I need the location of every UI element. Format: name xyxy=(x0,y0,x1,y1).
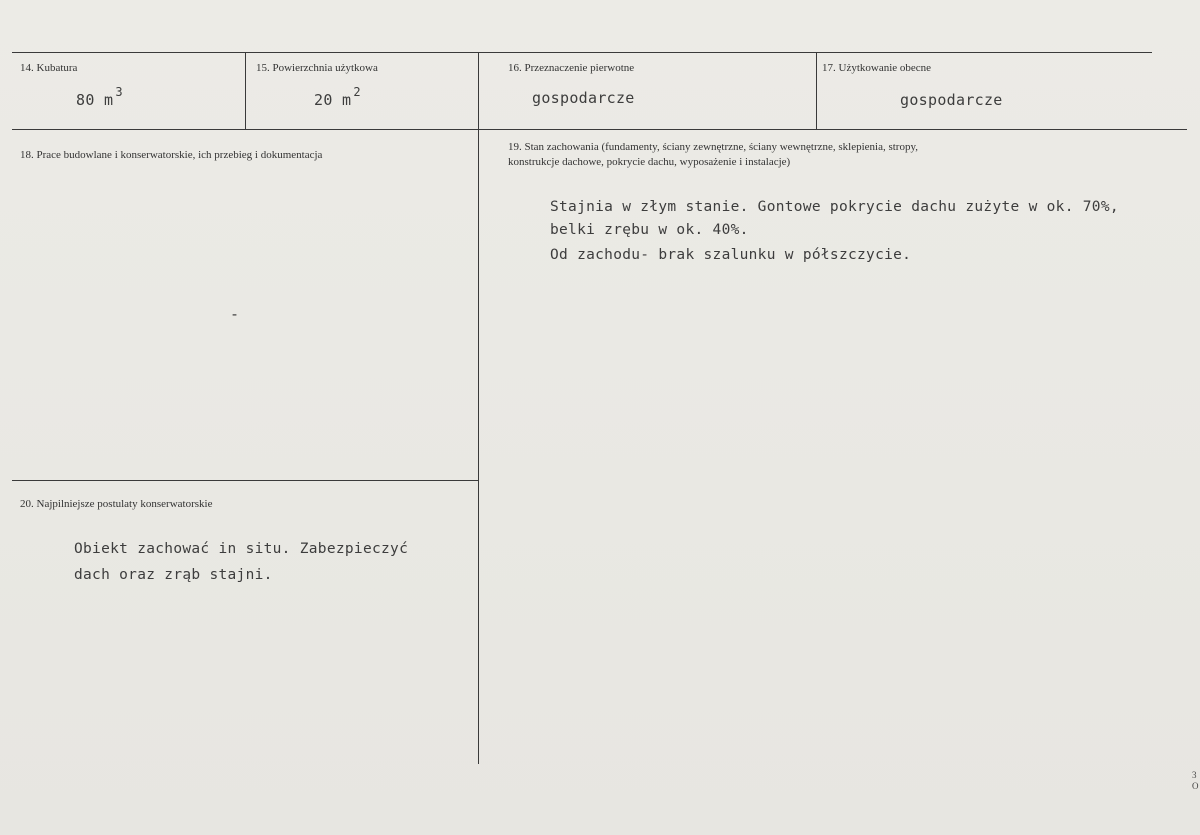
field-18-value: - xyxy=(230,305,240,323)
divider-16-17 xyxy=(816,52,817,129)
field-19-label-line2: konstrukcje dachowe, pokrycie dachu, wyposażenie i instalacje) xyxy=(508,156,791,168)
field-14-value xyxy=(76,85,123,109)
field-19-text-line: Od zachodu- brak szalunku w półszczycie. xyxy=(550,247,912,263)
field-20-text-line: dach oraz zrąb stajni. xyxy=(74,567,273,583)
edge-mark: O xyxy=(1192,781,1199,791)
field-19-text-line: Stajnia w złym stanie. Gontowe pokrycie dachu zużyte w ok. 70%, xyxy=(550,199,1119,215)
field-16-value: gospodarcze xyxy=(532,89,635,107)
edge-mark: 3 xyxy=(1192,770,1197,780)
field-19-label-line1: 19. Stan zachowania (fundamenty, ściany zewnętrzne, ściany wewnętrzne, sklepienia, stropy, xyxy=(508,141,919,153)
field-14-unit-superscript: 3 xyxy=(115,85,123,99)
field-20-label: 20. Najpilniejsze postulaty konserwatorskie xyxy=(20,498,213,510)
row2-left-bottom-rule xyxy=(12,480,478,481)
field-15-unit-superscript: 2 xyxy=(353,85,361,99)
field-16-label: 16. Przeznaczenie pierwotne xyxy=(508,62,635,74)
field-14-value-text: 80 m xyxy=(76,91,114,109)
row1-bottom-rule xyxy=(12,129,1187,130)
field-15-value xyxy=(314,85,361,109)
field-15-value-text: 20 m xyxy=(314,91,352,109)
field-19-text-line: belki zrębu w ok. 40%. xyxy=(550,222,749,238)
top-rule xyxy=(12,52,1152,53)
field-14-label: 14. Kubatura xyxy=(20,62,78,74)
divider-15-16 xyxy=(478,52,479,764)
field-17-label: 17. Użytkowanie obecne xyxy=(822,62,932,74)
field-20-text-line: Obiekt zachować in situ. Zabezpieczyć xyxy=(74,541,409,557)
field-15-label: 15. Powierzchnia użytkowa xyxy=(256,62,378,74)
field-18-label: 18. Prace budowlane i konserwatorskie, ich przebieg i dokumentacja xyxy=(20,149,323,161)
field-17-value: gospodarcze xyxy=(900,91,1003,109)
divider-14-15 xyxy=(245,52,246,129)
